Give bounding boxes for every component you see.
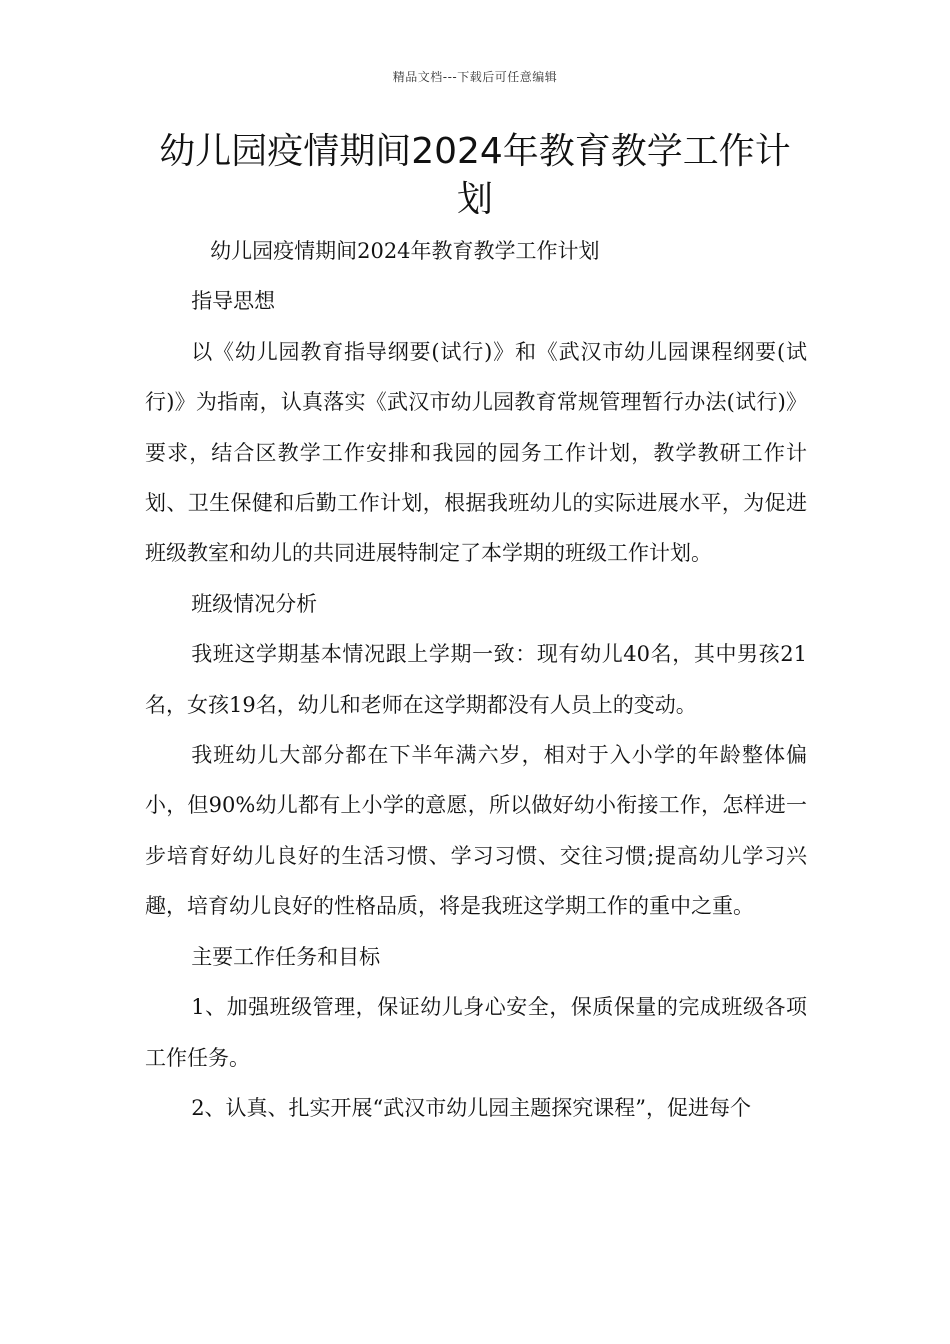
document-body <box>145 226 807 1133</box>
section-heading-class-analysis: 班级情况分析 <box>191 591 318 616</box>
paragraph-class-basic-info: 我班这学期基本情况跟上学期一致：现有幼儿40名，其中男孩21名，女孩19名，幼儿和老师在这学期都没有人员上的变动。 <box>145 642 807 717</box>
document-title: 幼儿园疫情期间2024年教育教学工作计划 <box>159 131 791 220</box>
paragraph-task-1: 1、加强班级管理，保证幼儿身心安全，保质保量的完成班级各项工作任务。 <box>145 995 807 1070</box>
paragraph-task-2: 2、认真、扎实开展“武汉市幼儿园主题探究课程”，促进每个 <box>191 1095 752 1120</box>
section-heading-guiding-thought: 指导思想 <box>191 289 276 314</box>
section-heading-main-tasks: 主要工作任务和目标 <box>191 944 381 969</box>
subtitle-paragraph: 幼儿园疫情期间2024年教育教学工作计划 <box>210 239 600 263</box>
paragraph-guiding-thought: 以《幼儿园教育指导纲要(试行)》和《武汉市幼儿园课程纲要(试行)》为指南，认真落实《武汉市幼儿园教育常规管理暂行办法(试行)》要求，结合区教学工作安排和我园的园务工作计划，教学教研工作计划、卫生保健和后勤工作计划，根据我班幼儿的实际进展水平，为促进班级教室和幼儿的共同进展特制定了本学期的班级工作计划。 <box>145 339 807 566</box>
header-note: 精品文档---下载后可任意编辑 <box>392 70 558 84</box>
paragraph-class-characteristics: 我班幼儿大部分都在下半年满六岁，相对于入小学的年龄整体偏小，但90%幼儿都有上小学的意愿，所以做好幼小衔接工作，怎样进一步培育好幼儿良好的生活习惯、学习习惯、交往习惯;提高幼儿学习兴趣，培育幼儿良好的性格品质，将是我班这学期工作的重中之重。 <box>145 743 807 919</box>
